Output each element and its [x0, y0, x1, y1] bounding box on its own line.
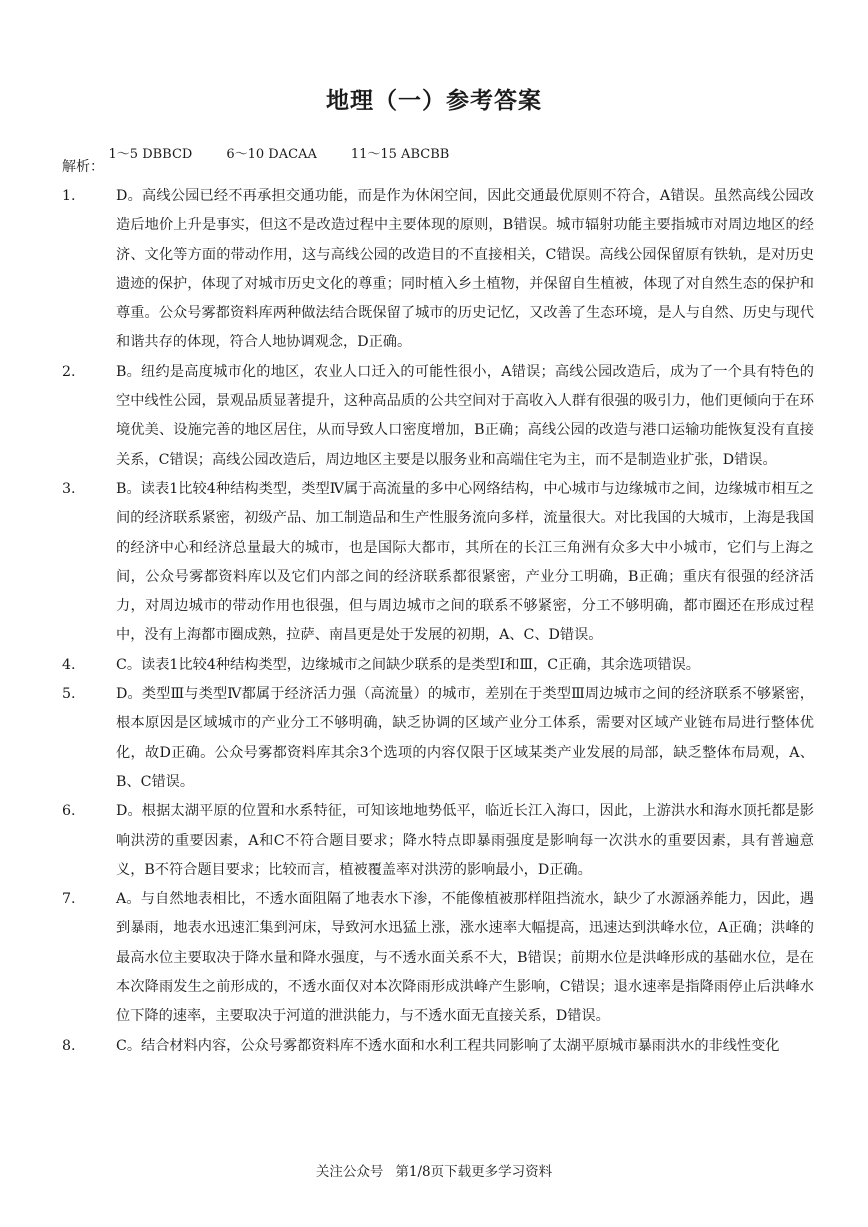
analysis-item	[62, 1032, 814, 1061]
item-text: D。高线公园已经不再承担交通功能，而是作为休闲空间，因此交通最优原则不符合，A错误。虽然高线公园改造后地价上升是事实，但这不是改造过程中主要体现的原则，B错误。城市辐射功能主要指城市对周边地区的经济、文化等方面的带动作用，这与高线公园的改造目的不直接相关，C错误。高线公园保留原有铁轨，是对历史遗迹的保护，体现了对城市历史文化的尊重；同时植入乡土植物，并保留自生植被，体现了对自然生态的保护和尊重。公众号雾都资料库两种做法结合既保留了城市的历史记忆，又改善了生态环境，是人与自然、历史与现代和谐共存的体现，符合人地协调观念，D正确。	[116, 188, 814, 351]
item-text: B。纽约是高度城市化的地区，农业人口迁入的可能性很小，A错误；高线公园改造后，成为了一个具有特色的空中线性公园，景观品质显著提升，这种高品质的公共空间对于高收入人群有很强的吸引力，他们更倾向于在环境优美、设施完善的地区居住，从而导致人口密度增加，B正确；高线公园的改造与港口运输功能恢复没有直接关系，C错误；高线公园改造后，周边地区主要是以服务业和高端住宅为主，而不是制造业扩张，D错误。	[116, 363, 814, 468]
analysis-list	[62, 182, 814, 1061]
footer-page-text: 第1/8页下载更多学习资料	[395, 1164, 553, 1180]
answer-group: 11～15 ABCBB	[350, 147, 450, 162]
item-number: 7.	[62, 891, 76, 908]
item-number: 5.	[62, 686, 76, 703]
analysis-item	[62, 885, 814, 1031]
item-text: D。根据太湖平原的位置和水系特征，可知该地地势低平，临近长江入海口，因此，上游洪水和海水顶托都是影响洪涝的重要因素，A和C不符合题目要求；降水特点即暴雨强度是影响每一次洪水的重要因素，具有普遍意义，B不符合题目要求；比较而言，植被覆盖率对洪涝的影响最小，D正确。	[116, 803, 814, 878]
item-text: C。读表1比较4种结构类型，边缘城市之间缺少联系的是类型Ⅰ和Ⅲ，C正确，其余选项错误。	[116, 656, 700, 673]
page-title: 地理（一）参考答案	[326, 88, 542, 114]
answer-group: 1～5 DBBCD	[108, 147, 193, 162]
answer-group: 6～10 DACAA	[226, 147, 317, 162]
item-text: D。类型Ⅲ与类型Ⅳ都属于经济活力强（高流量）的城市，差别在于类型Ⅲ周边城市之间的经济联系不够紧密，根本原因是区域城市的产业分工不够明确，缺乏协调的区域产业分工体系，需要对区域产业链布局进行整体优化，故D正确。公众号雾都资料库其余3个选项的内容仅限于区域某类产业发展的局部，缺乏整体布局观，A、B、C错误。	[116, 686, 814, 790]
item-number: 1.	[62, 188, 76, 204]
item-number: 2.	[62, 363, 76, 380]
item-number: 3.	[62, 480, 76, 497]
analysis-item	[62, 358, 814, 475]
item-number: 4.	[62, 656, 76, 673]
analysis-label: 解析：	[62, 159, 104, 175]
analysis-item	[62, 651, 814, 680]
answer-key	[92, 128, 483, 177]
item-text: C。结合材料内容，公众号雾都资料库不透水面和水利工程共同影响了太湖平原城市暴雨洪水的非线性变化	[116, 1037, 780, 1054]
footer-follow-text: 关注公众号	[315, 1164, 384, 1180]
item-number: 6.	[62, 803, 76, 820]
item-number: 8.	[62, 1037, 76, 1054]
analysis-item	[62, 182, 814, 358]
page-footer	[0, 1160, 868, 1180]
item-text: A。与自然地表相比，不透水面阻隔了地表水下渗，不能像植被那样阻挡流水，缺少了水源涵养能力，因此，遇到暴雨，地表水迅速汇集到河床，导致河水迅猛上涨，涨水速率大幅提高，迅速达到洪峰水位，A正确；洪峰的最高水位主要取决于降水量和降水强度，与不透水面关系不大，B错误；前期水位是洪峰形成的基础水位，是在本次降雨发生之前形成的，不透水面仅对本次降雨形成洪峰产生影响，C错误；退水速率是指降雨停止后洪峰水位下降的速率，主要取决于河道的泄洪能力，与不透水面无直接关系，D错误。	[116, 891, 814, 1025]
analysis-item	[62, 680, 814, 797]
item-text: B。读表1比较4种结构类型，类型Ⅳ属于高流量的多中心网络结构，中心城市与边缘城市之间，边缘城市相互之间的经济联系紧密，初级产品、加工制造品和生产性服务流向多样，流量很大。对比我国的大城市，上海是我国的经济中心和经济总量最大的城市，也是国际大都市，其所在的长江三角洲有众多大中小城市，它们与上海之间，公众号雾都资料库以及它们内部之间的经济联系都很紧密，产业分工明确，B正确；重庆有很强的经济活力，对周边城市的带动作用也很强，但与周边城市之间的联系不够紧密，分工不够明确，都市圈还在形成过程中，没有上海都市圈成熟，拉萨、南昌更是处于发展的初期，A、C、D错误。	[116, 480, 814, 644]
analysis-item	[62, 475, 814, 651]
analysis-item	[62, 797, 814, 885]
